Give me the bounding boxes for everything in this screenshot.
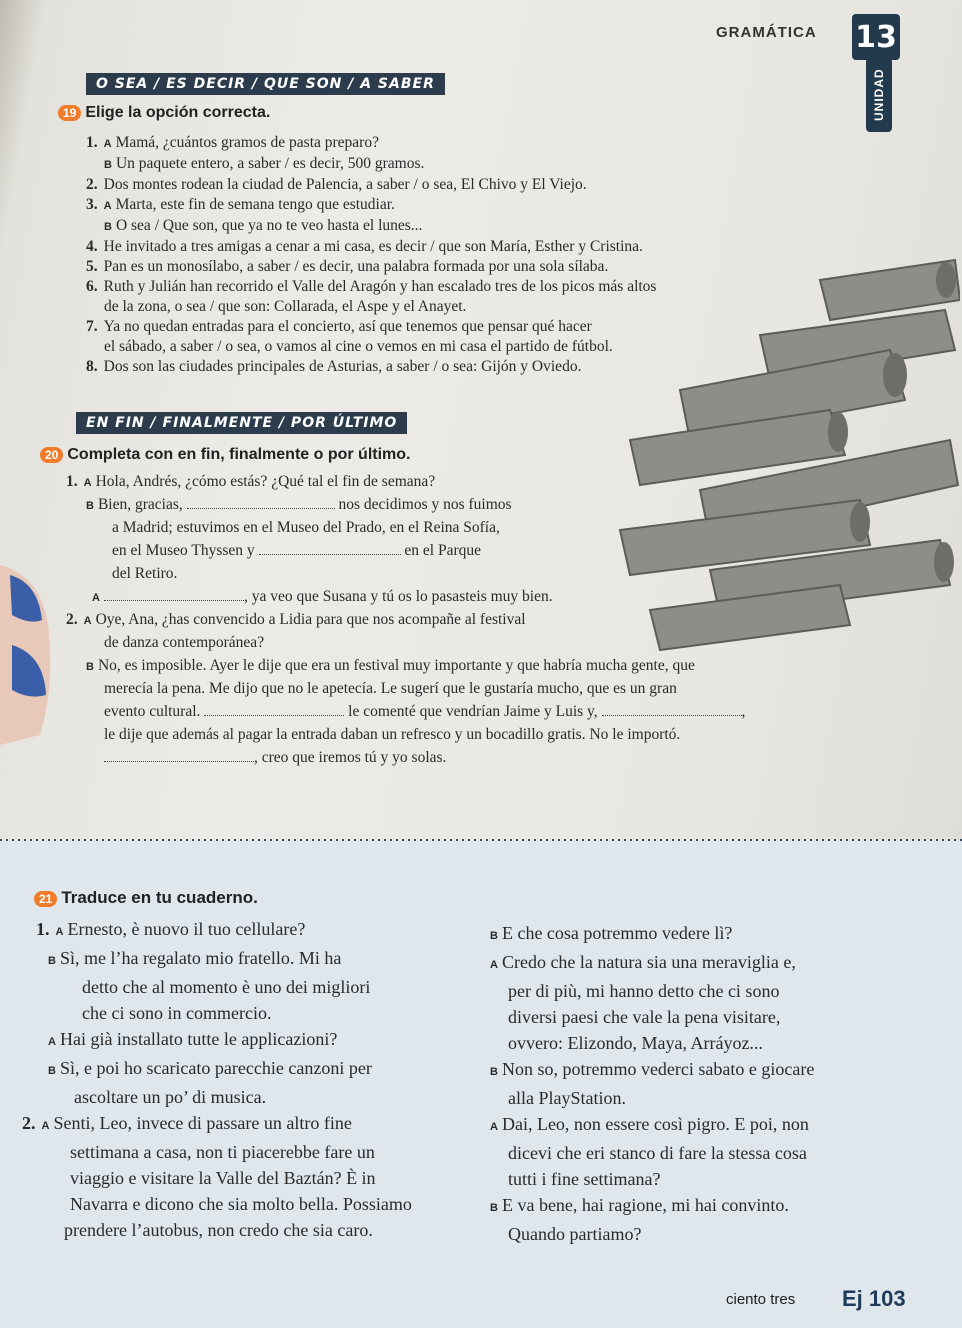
list-item: del Retiro. (112, 565, 178, 582)
list-item: B O sea / Que son, que ya no te veo hasta el lunes... (104, 217, 423, 234)
exercise-number: 19 (58, 105, 81, 121)
list-item: 3. A Marta, este fin de semana tengo que estudiar. (86, 196, 395, 213)
list-item: ovvero: Elizondo, Maya, Arráyoz... (508, 1033, 763, 1053)
list-item: evento cultural. le comenté que vendrían Jaime y Luis y, , (104, 703, 746, 720)
list-item: detto che al momento è uno dei migliori (82, 977, 371, 997)
list-item: 1. A Hola, Andrés, ¿cómo estás? ¿Qué tal el fin de semana? (66, 473, 436, 490)
unit-label-tab: UNIDAD (866, 58, 892, 132)
page-number-words: ciento tres (726, 1291, 796, 1308)
list-item: A Credo che la natura sia una meraviglia e, (490, 952, 796, 972)
list-item: tutti i fine settimana? (508, 1169, 661, 1189)
list-item: diversi paesi che vale la pena visitare, (508, 1007, 781, 1027)
list-item: 1. A Mamá, ¿cuántos gramos de pasta preparo? (86, 134, 379, 151)
section-divider (0, 834, 962, 850)
exercise-20-body (66, 472, 745, 771)
list-item: viaggio e visitare la Valle del Baztán? È in (70, 1168, 376, 1188)
list-item: A Dai, Leo, non essere così pigro. E poi, non (490, 1114, 809, 1134)
list-item: merecía la pena. Me dijo que no le apetecía. Le sugerí que le gustaría mucho, que es un gran (104, 680, 677, 697)
list-item: 2. A Oye, Ana, ¿has convencido a Lidia para que nos acompañe al festival (66, 611, 526, 628)
list-item: A , ya veo que Susana y tú os lo pasasteis muy bien. (92, 588, 553, 605)
section-label: GRAMÁTICA (716, 24, 817, 41)
fill-blank[interactable] (187, 496, 335, 509)
list-item: A Hai già installato tutte le applicazioni? (48, 1029, 338, 1049)
list-item: prendere l’autobus, non credo che sia caro. (64, 1220, 373, 1240)
list-item: 4. He invitado a tres amigas a cenar a mi casa, es decir / que son María, Esther y Cristina. (86, 238, 643, 255)
list-item: de danza contemporánea? (104, 634, 265, 651)
page-number: Ej 103 (842, 1286, 906, 1311)
list-item: B Sì, me l’ha regalato mio fratello. Mi ha (48, 948, 342, 968)
list-item: 8. Dos son las ciudades principales de Asturias, a saber / o sea: Gijón y Oviedo. (86, 358, 582, 375)
fill-blank[interactable] (104, 749, 254, 762)
fill-blank[interactable] (104, 588, 244, 601)
list-item: el sábado, a saber / o sea, o vamos al cine o vemos en mi casa el partido de fútbol. (104, 338, 613, 355)
grammar-banner-en-fin: EN FIN / FINALMENTE / POR ÚLTIMO (76, 412, 407, 434)
fill-blank[interactable] (259, 542, 401, 555)
list-item: 2. Dos montes rodean la ciudad de Palencia, a saber / o sea, El Chivo y El Viejo. (86, 176, 587, 193)
fill-blank[interactable] (204, 703, 344, 716)
list-item: B Non so, potremmo vederci sabato e giocare (490, 1059, 815, 1079)
list-item: B Bien, gracias, nos decidimos y nos fuimos (86, 496, 512, 513)
exercise-21-left-column (22, 916, 412, 1243)
exercise-instruction: Traduce en tu cuaderno. (61, 888, 258, 907)
list-item: Quando partiamo? (508, 1224, 642, 1244)
list-item: B Un paquete entero, a saber / es decir, 500 gramos. (104, 155, 425, 172)
exercise-21-right-column (490, 920, 814, 1247)
exercise-21-title (34, 888, 258, 908)
fill-blank[interactable] (602, 703, 742, 716)
list-item: 5. Pan es un monosílabo, a saber / es decir, una palabra formada por una sola sílaba. (86, 258, 609, 275)
exercise-number: 21 (34, 891, 57, 907)
list-item: 7. Ya no quedan entradas para el concierto, así que tenemos que pensar qué hacer (86, 318, 592, 335)
list-item: le dije que además al pagar la entrada daban un refresco y un bocadillo gratis. No le importó. (104, 726, 681, 743)
list-item: che ci sono in commercio. (82, 1003, 272, 1023)
grammar-banner-o-sea: O SEA / ES DECIR / QUE SON / A SABER (86, 73, 445, 95)
list-item: en el Museo Thyssen y en el Parque (112, 542, 482, 559)
exercise-19-title (58, 104, 270, 122)
list-item: 2. A Senti, Leo, invece di passare un altro fine (22, 1113, 352, 1133)
list-item: 1. A Ernesto, è nuovo il tuo cellulare? (36, 919, 306, 939)
exercise-number: 20 (40, 447, 63, 463)
list-item: 6. Ruth y Julián han recorrido el Valle del Aragón y han escalado tres de los picos más altos (86, 278, 657, 295)
exercise-instruction: Completa con en fin, finalmente o por último. (67, 446, 411, 463)
exercise-19-list (86, 133, 656, 377)
list-item: B E va bene, hai ragione, mi hai convinto. (490, 1195, 789, 1215)
list-item: Navarra e dicono che sia molto bella. Possiamo (70, 1194, 412, 1214)
unit-number-badge: 13 (852, 14, 900, 60)
list-item: B E che cosa potremmo vedere lì? (490, 923, 733, 943)
exercise-20-title (40, 446, 410, 464)
list-item: a Madrid; estuvimos en el Museo del Prado, en el Reina Sofía, (112, 519, 500, 536)
list-item: de la zona, o sea / que son: Collarada, el Aspe y el Anayet. (104, 298, 467, 315)
list-item: B No, es imposible. Ayer le dije que era un festival muy importante y que habría mucha gente, que (86, 657, 695, 674)
list-item: settimana a casa, non ti piacerebbe fare un (70, 1142, 375, 1162)
list-item: per di più, mi hanno detto che ci sono (508, 981, 780, 1001)
list-item: alla PlayStation. (508, 1088, 626, 1108)
exercise-instruction: Elige la opción correcta. (85, 104, 271, 121)
list-item: , creo que iremos tú y yo solas. (66, 748, 745, 771)
finger-image (0, 565, 60, 745)
list-item: B Sì, e poi ho scaricato parecchie canzoni per (48, 1058, 372, 1078)
list-item: dicevi che eri stanco di fare la stessa cosa (508, 1143, 807, 1163)
list-item: ascoltare un po’ di musica. (74, 1087, 267, 1107)
